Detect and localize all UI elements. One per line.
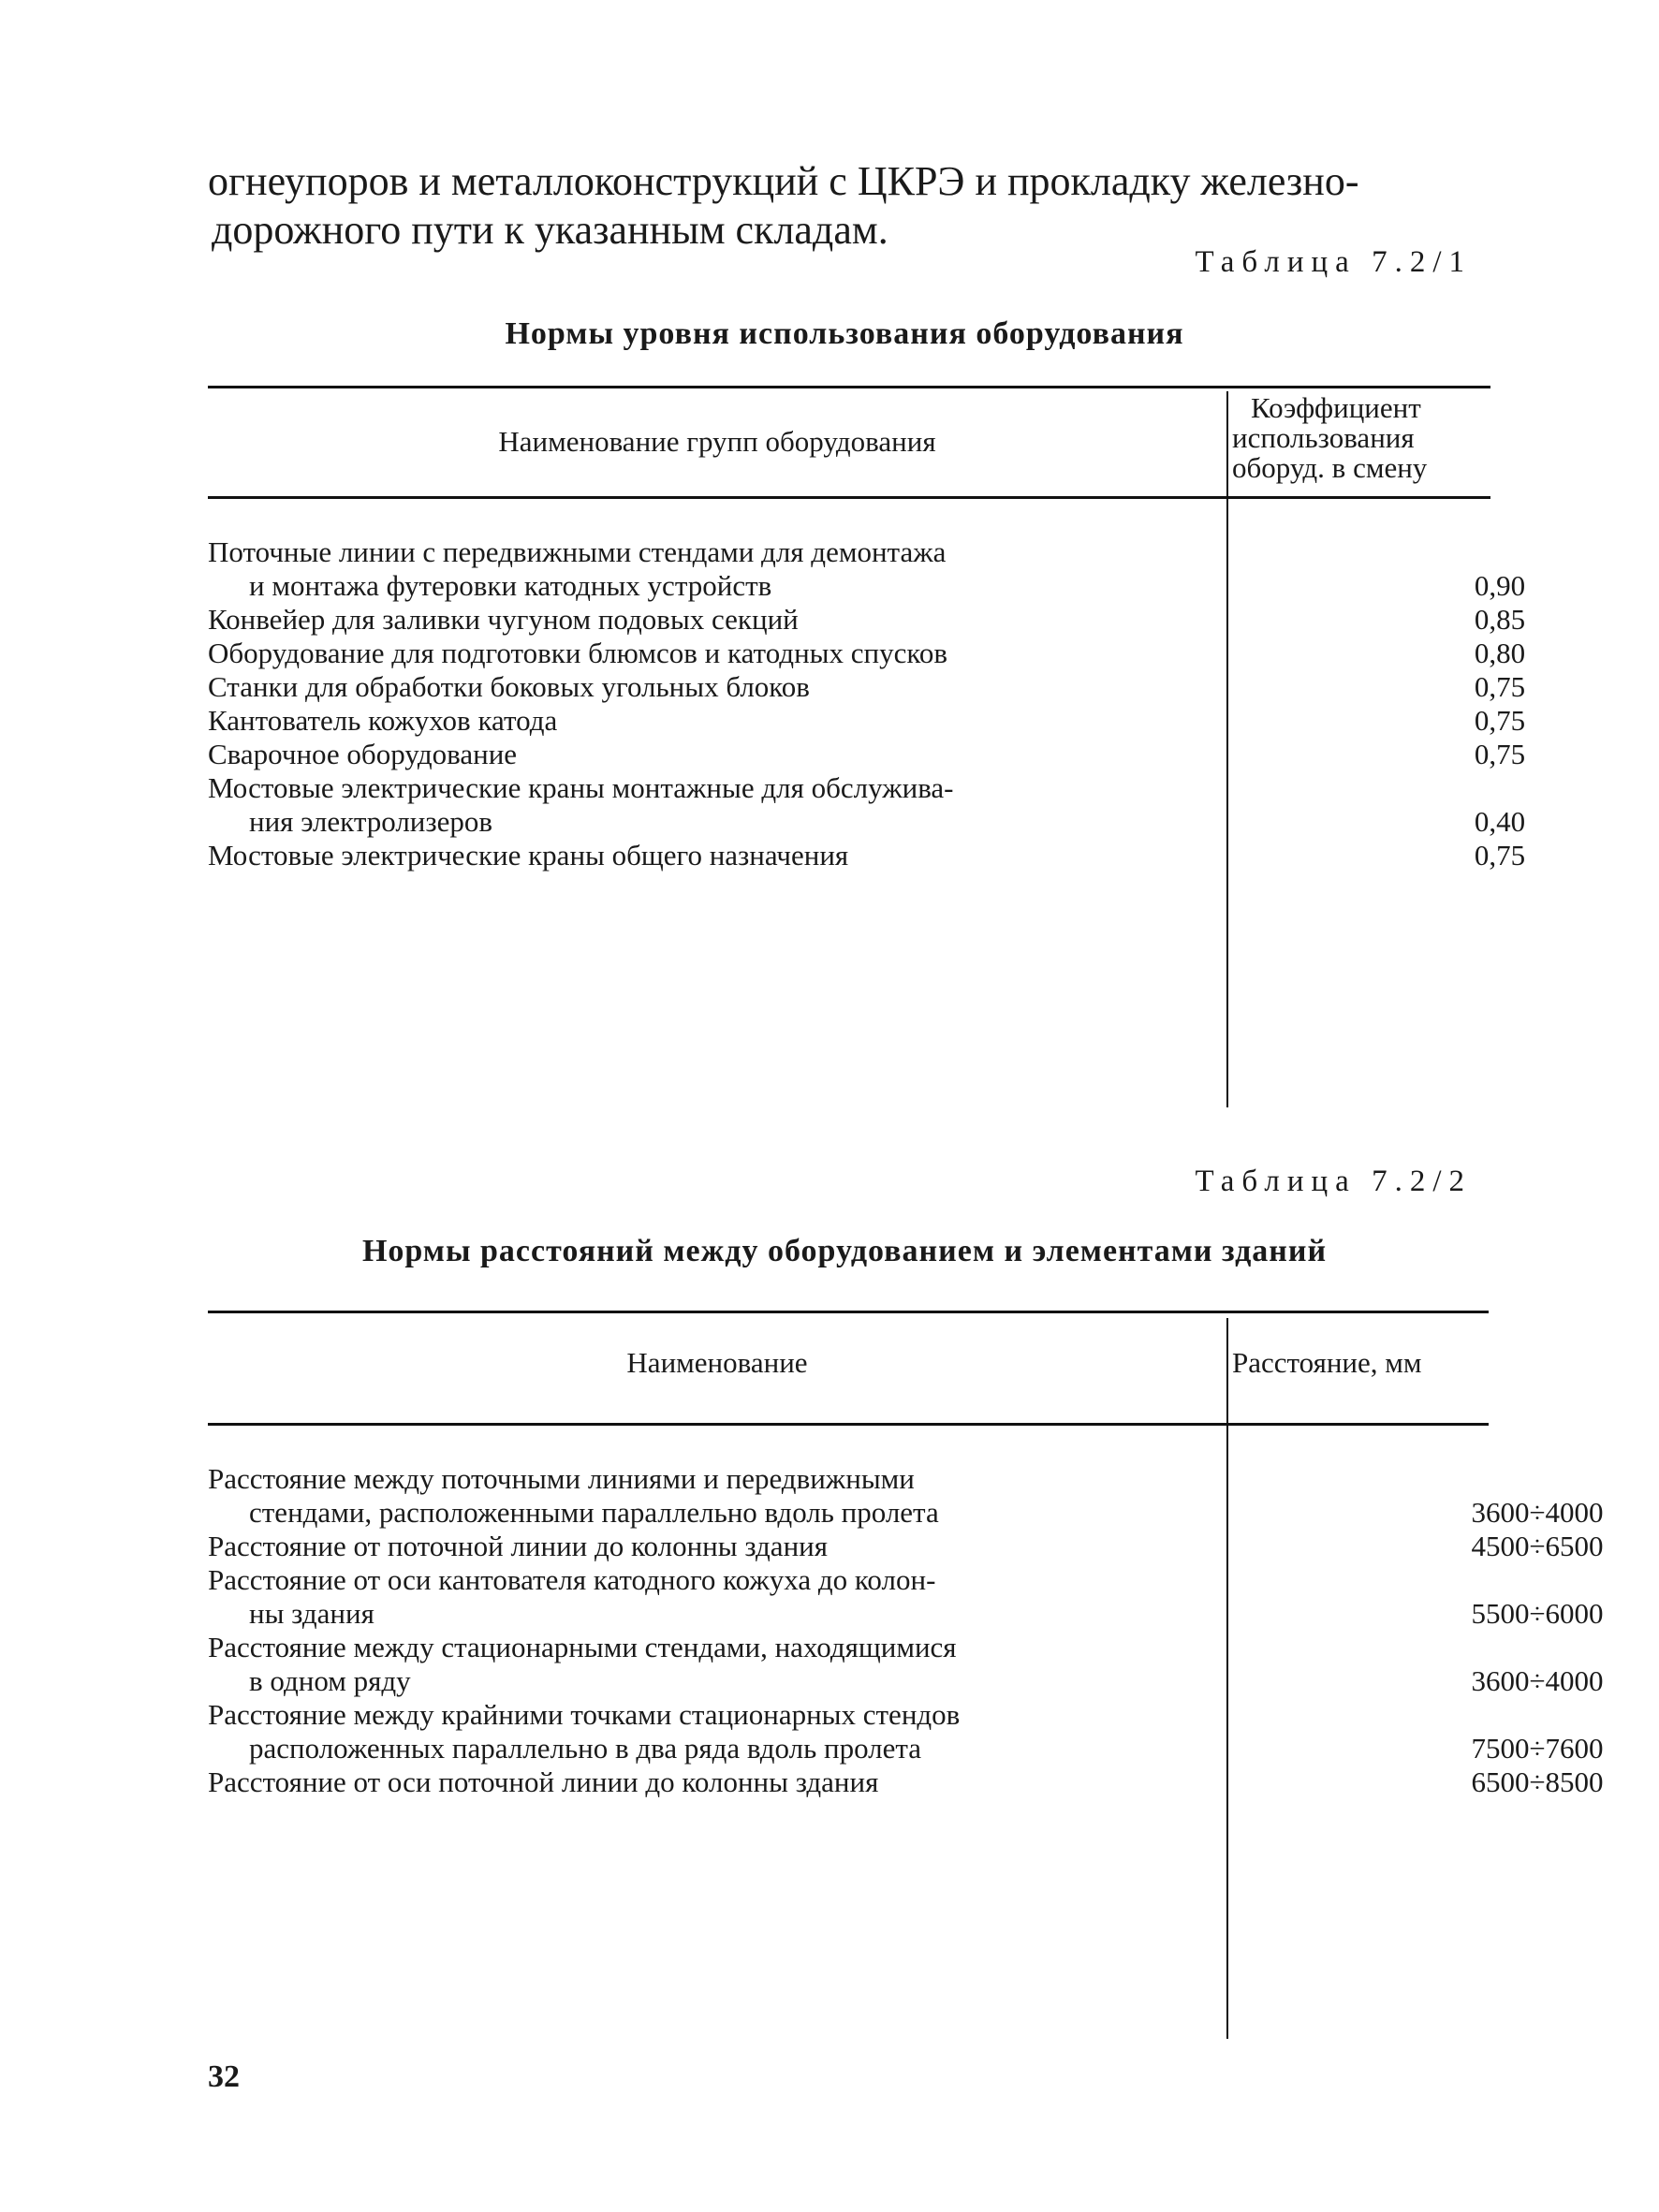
row-value: 0,75 [1474, 704, 1526, 737]
row-value: 0,85 [1474, 603, 1526, 636]
row-name-line: Расстояние между стационарными стендами, находящимися [208, 1631, 957, 1663]
intro-paragraph [208, 157, 1481, 255]
col-value-line: использования [1232, 421, 1415, 454]
col-value-line: Коэффициент [1251, 391, 1421, 424]
row-value: 0,80 [1474, 637, 1526, 669]
row-name-line: в одном ряду [249, 1664, 411, 1697]
table1-label: Таблица 7.2/1 [1195, 245, 1472, 279]
row-name-line: Мостовые электрические краны общего назначения [208, 839, 849, 872]
row-name-line: Расстояние между поточными линиями и передвижными [208, 1462, 915, 1495]
table2-col-name: Наименование [626, 1346, 808, 1379]
table2-header-rule [208, 1423, 1489, 1426]
row-name-line: Расстояние от оси кантователя катодного кожуха до колон- [208, 1563, 936, 1596]
page-number: 32 [208, 2059, 240, 2094]
table1-col-value [1232, 393, 1494, 483]
row-value: 3600÷4000 [1471, 1496, 1604, 1529]
row-name-line: расположенных параллельно в два ряда вдоль пролета [249, 1732, 922, 1765]
row-value: 7500÷7600 [1471, 1732, 1604, 1765]
row-name-line: Сварочное оборудование [208, 738, 518, 770]
row-value: 5500÷6000 [1471, 1597, 1604, 1630]
table1-column-divider [1226, 391, 1228, 1107]
row-name-line: Конвейер для заливки чугуном подовых секций [208, 603, 799, 636]
row-name-line: ния электролизеров [249, 805, 493, 838]
table2-label: Таблица 7.2/2 [1195, 1165, 1472, 1198]
row-value: 0,75 [1474, 839, 1526, 872]
intro-line: дорожного пути к указанным складам. [212, 207, 888, 253]
row-name-line: ны здания [249, 1597, 374, 1630]
row-name-line: Расстояние между крайними точками стационарных стендов [208, 1698, 961, 1731]
row-name-line: Станки для обработки боковых угольных блоков [208, 670, 810, 703]
row-name-line: Кантователь кожухов катода [208, 704, 558, 737]
intro-line: огнеупоров и металлоконструкций с ЦКРЭ и прокладку железно- [208, 158, 1359, 204]
row-value: 0,75 [1474, 670, 1526, 703]
row-name-line: Мостовые электрические краны монтажные для обслужива- [208, 771, 954, 804]
row-value: 3600÷4000 [1471, 1664, 1604, 1697]
table2-top-rule [208, 1311, 1489, 1313]
row-name-line: Расстояние от оси поточной линии до колонны здания [208, 1765, 879, 1798]
row-value: 0,40 [1474, 805, 1526, 838]
table2-column-divider [1226, 1318, 1228, 2039]
row-value: 0,75 [1474, 738, 1526, 770]
row-value: 6500÷8500 [1471, 1765, 1604, 1798]
table2-col-value: Расстояние, мм [1232, 1346, 1422, 1379]
table2-title: Нормы расстояний между оборудованием и элементами зданий [361, 1234, 1328, 1268]
table1-col-name: Наименование групп оборудования [498, 425, 936, 458]
row-name-line: Оборудование для подготовки блюмсов и катодных спусков [208, 637, 947, 669]
row-value: 0,90 [1474, 569, 1526, 602]
table1-header-rule [208, 496, 1490, 499]
row-value: 4500÷6500 [1471, 1530, 1604, 1562]
row-name-line: стендами, расположенными параллельно вдоль пролета [249, 1496, 939, 1529]
row-name-line: и монтажа футеровки катодных устройств [249, 569, 772, 602]
row-name-line: Расстояние от поточной линии до колонны здания [208, 1530, 829, 1562]
table1-top-rule [208, 386, 1490, 388]
table1-title: Нормы уровня использования оборудования [505, 316, 1184, 351]
col-value-line: оборуд. в смену [1232, 451, 1428, 484]
row-name-line: Поточные линии с передвижными стендами для демонтажа [208, 535, 947, 568]
